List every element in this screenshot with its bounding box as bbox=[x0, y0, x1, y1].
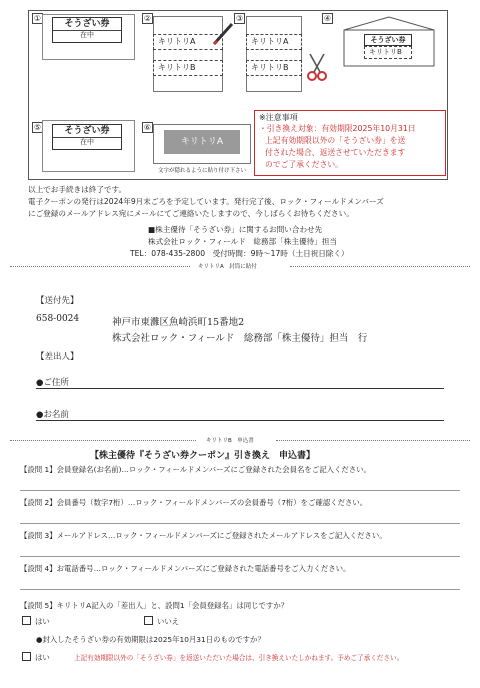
cut-line-b-label: キリトリB 申込書 bbox=[206, 438, 254, 444]
question-6: ●封入したそうざい券の有効期限は2025年10月31日のものですか？ bbox=[36, 635, 265, 644]
cut-line-b-left bbox=[10, 440, 196, 441]
question-6-yes[interactable] bbox=[22, 652, 50, 663]
step-5-ticket-title: そうざい券 bbox=[53, 125, 121, 138]
intro-line-1: 以上でお手続きは終了です。 bbox=[28, 185, 127, 194]
sender-name-line[interactable] bbox=[36, 420, 444, 421]
sender-address-line[interactable] bbox=[36, 388, 444, 389]
pen-icon bbox=[212, 22, 234, 48]
cut-line-a-right bbox=[290, 266, 470, 267]
step-4-number: ④ bbox=[323, 14, 332, 23]
step-2-cut-a: キリトリA bbox=[153, 34, 223, 50]
step-6-cut-a: キリトリA bbox=[164, 130, 240, 154]
step-1-ticket-title: そうざい券 bbox=[53, 18, 121, 31]
step-6-number: ⑥ bbox=[143, 123, 152, 132]
step-2-number: ② bbox=[143, 14, 152, 23]
form-title: 【株主優待『そうざい券クーポン』引き換え 申込書】 bbox=[90, 451, 316, 461]
step-3-sheet bbox=[246, 16, 302, 92]
step-4-cut-b: キリトリB bbox=[364, 46, 412, 59]
step-3-cut-a: キリトリA bbox=[246, 34, 302, 50]
question-4: 【設問 4】お電話番号…ロック・フィールドメンバーズにご登録された電話番号をご入力ください。 bbox=[20, 564, 351, 573]
question-5-no-checkbox[interactable] bbox=[144, 616, 153, 625]
scissors-icon bbox=[304, 52, 330, 84]
question-5-yes-label: はい bbox=[35, 617, 50, 626]
notice-box bbox=[254, 110, 446, 176]
answer-line-4[interactable] bbox=[20, 589, 460, 590]
notice-line-4: のでご了承ください。 bbox=[265, 160, 343, 169]
step-5-ticket bbox=[52, 124, 122, 150]
send-to-address: 神戸市東灘区魚崎浜町15番地2 bbox=[112, 317, 245, 328]
contact-tel: TEL：078-435-2800 受付時間：9時～17時（土日祝日除く） bbox=[130, 249, 349, 258]
notice-title: ※注意事項 bbox=[259, 113, 298, 122]
step-6-caption: 文字が隠れるように貼り付け下さい bbox=[158, 168, 247, 174]
answer-line-3[interactable] bbox=[20, 556, 460, 557]
step-3-cut-b: キリトリB bbox=[246, 60, 302, 76]
cut-line-a-label: キリトリA 封筒に貼付 bbox=[198, 264, 257, 270]
question-5-no[interactable] bbox=[144, 616, 179, 627]
question-6-note: 上記有効期限以外の「そうざい券」を返送いただいた場合は、引き換えいたしかねます。予めご了承ください。 bbox=[74, 654, 404, 662]
send-to-company: 株式会社ロック・フィールド 総務部「株主優待」担当 行 bbox=[112, 333, 368, 344]
question-5-no-label: いいえ bbox=[157, 617, 180, 626]
sender-name-label: ●お名前 bbox=[36, 410, 69, 420]
notice-line-3: 付された場合、返送させていただきます bbox=[265, 148, 406, 157]
intro-line-3: にご登録のメールアドレス宛にメールにてご連絡いたしますので、今しばらくお待ちください。 bbox=[28, 209, 354, 218]
answer-line-1[interactable] bbox=[20, 490, 460, 491]
send-to-zip: 658-0024 bbox=[36, 314, 80, 324]
step-3-number: ③ bbox=[235, 14, 244, 23]
cut-line-b-right bbox=[276, 440, 470, 441]
step-1-number: ① bbox=[33, 14, 42, 23]
step-5-ticket-sub: 在中 bbox=[80, 138, 94, 146]
intro-line-2: 電子クーポンの発行は2024年9月末ごろを予定しています。発行完了後、ロック・フィールドメンバーズ bbox=[28, 197, 384, 206]
step-4-ticket bbox=[364, 34, 412, 46]
step-5-number: ⑤ bbox=[33, 123, 42, 132]
send-to-label: 【送付先】 bbox=[36, 296, 79, 306]
step-1-ticket bbox=[52, 17, 122, 43]
cut-line-a-left bbox=[10, 266, 190, 267]
step-4-ticket-title: そうざい券 bbox=[370, 36, 406, 44]
notice-line-2: 上記有効期限以外の「そうざい券」を送 bbox=[265, 136, 406, 145]
answer-line-2[interactable] bbox=[20, 523, 460, 524]
contact-company: 株式会社ロック・フィールド 総務部「株主優待」担当 bbox=[148, 237, 337, 246]
sender-address-label: ●ご住所 bbox=[36, 378, 69, 388]
step-1-ticket-sub: 在中 bbox=[80, 31, 94, 39]
question-5: 【設問 5】キリトリA記入の「差出人」と、設問1「会員登録名」は同じですか？ bbox=[20, 601, 289, 610]
question-5-yes[interactable] bbox=[22, 616, 50, 627]
question-1: 【設問 1】会員登録名(お名前)…ロック・フィールドメンバーズにご登録された会員名をご記入ください。 bbox=[20, 465, 371, 474]
question-6-yes-checkbox[interactable] bbox=[22, 652, 31, 661]
step-2-cut-b: キリトリB bbox=[153, 60, 223, 76]
question-6-yes-label: はい bbox=[35, 653, 50, 662]
question-2: 【設問 2】会員番号（数字7桁）…ロック・フィールドメンバーズの会員番号（7桁）をご確認ください。 bbox=[20, 498, 368, 507]
sender-label: 【差出人】 bbox=[36, 352, 79, 362]
contact-heading: ■株主優待「そうざい券」に関するお問い合わせ先 bbox=[148, 225, 323, 234]
question-3: 【設問 3】メールアドレス…ロック・フィールドメンバーズにご登録されたメールアドレスをご記入ください。 bbox=[20, 531, 387, 540]
notice-line-1: ・引き換え対象：有効期限2025年10月31日 bbox=[259, 124, 416, 133]
question-5-yes-checkbox[interactable] bbox=[22, 616, 31, 625]
